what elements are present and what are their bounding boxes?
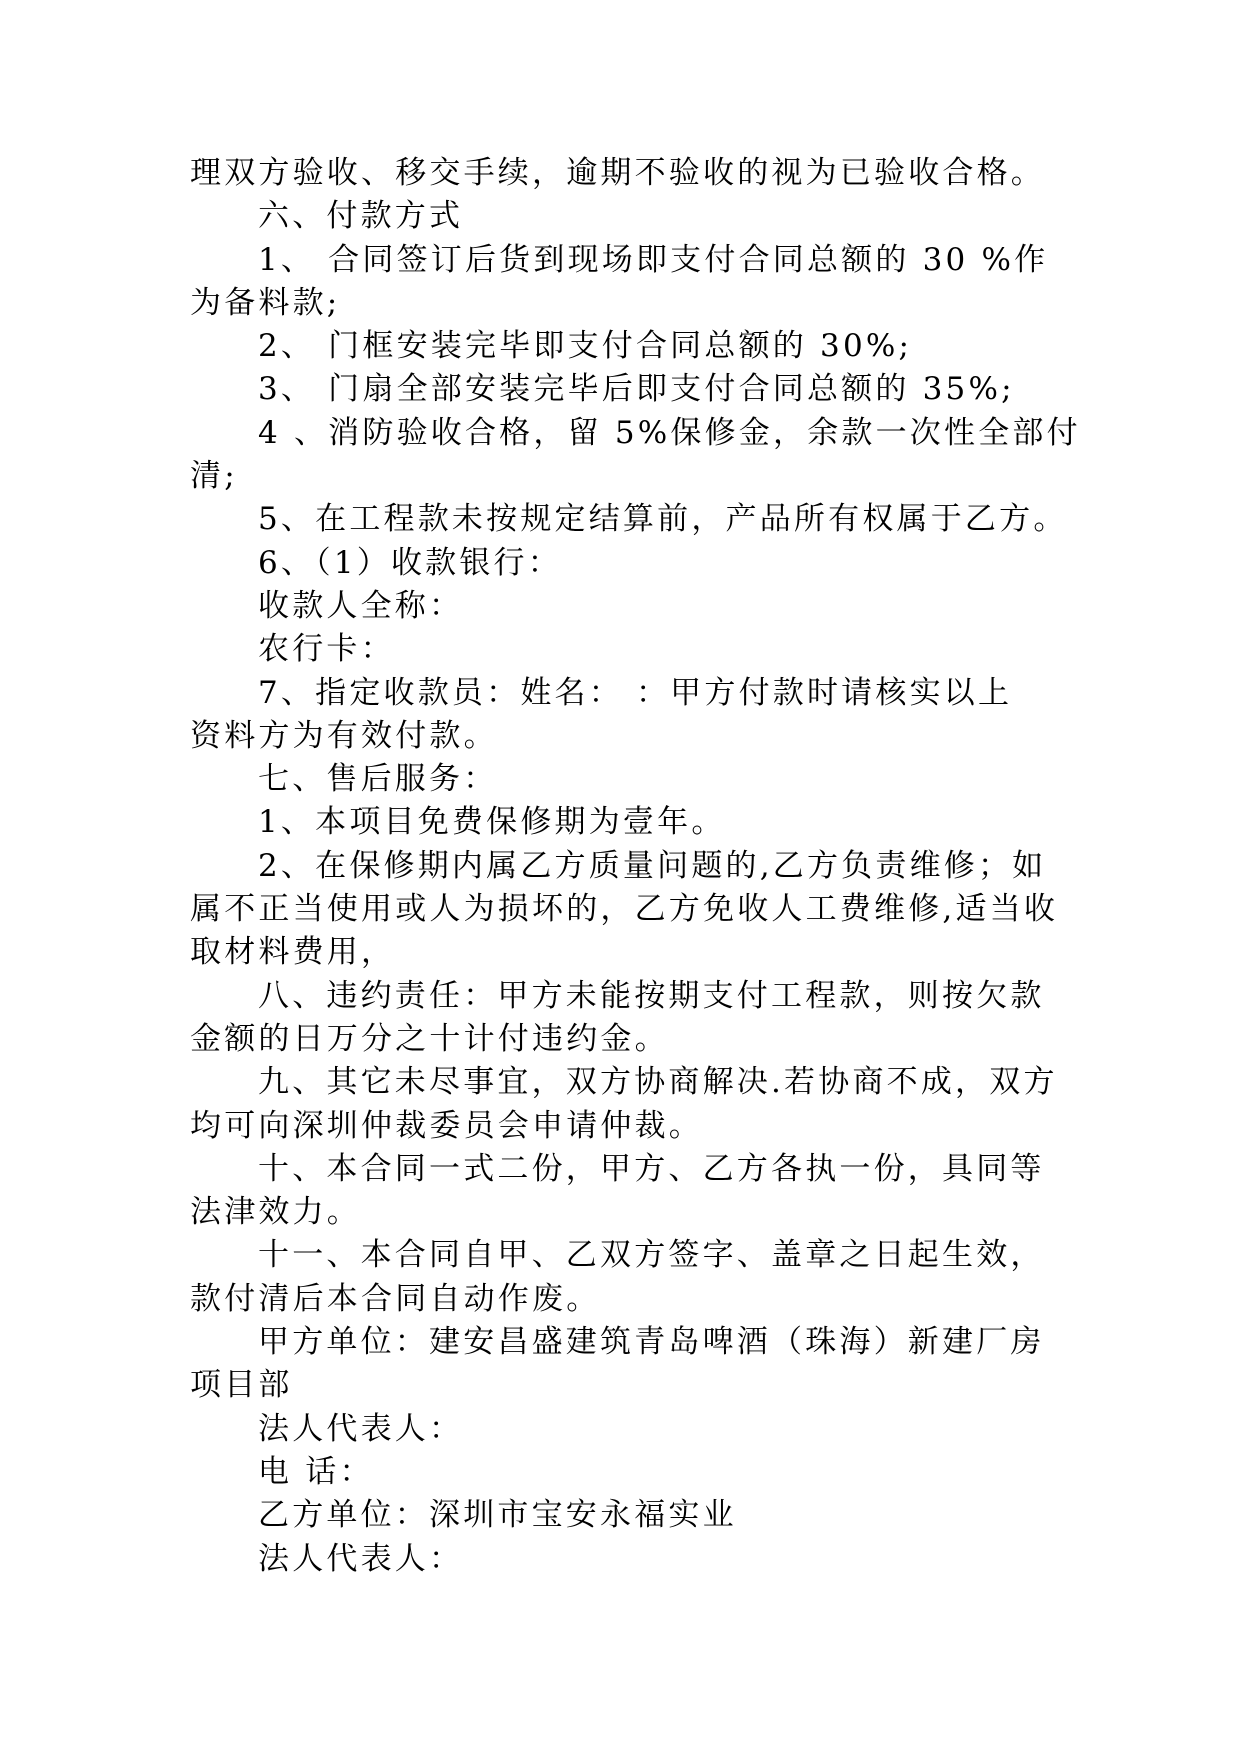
text-line: 法人代表人： [258,1540,464,1577]
text-line: 4 、消防验收合格，留 5%保修金，余款一次性全部付 [258,414,1081,451]
text-line: 乙方单位：深圳市宝安永福实业 [258,1497,737,1534]
text-line: 七、售后服务： [258,761,498,798]
text-line: 十一、本合同自甲、乙双方签字、盖章之日起生效， [258,1237,1045,1274]
text-line: 为备料款; [190,284,341,321]
text-line: 7、指定收款员：姓名： ：甲方付款时请核实以上 [258,674,1013,711]
text-line: 项目部 [190,1367,293,1404]
text-line: 六、付款方式 [258,198,464,235]
text-line: 十、本合同一式二份，甲方、乙方各执一份，具同等 [258,1150,1045,1187]
text-line: 资料方为有效付款。 [190,717,498,754]
text-line: 款付清后本合同自动作废。 [190,1280,601,1317]
text-line: 法津效力。 [190,1194,361,1231]
text-line: 属不正当使用或人为损坏的，乙方免收人工费维修,适当收 [190,891,1059,928]
text-line: 理双方验收、移交手续，逾期不验收的视为已验收合格。 [190,155,1045,191]
text-line: 1、本项目免费保修期为壹年。 [258,804,726,841]
text-line: 1、 合同签订后货到现场即支付合同总额的 30 %作 [258,241,1049,278]
text-line: 法人代表人： [258,1410,464,1447]
text-line: 取材料费用， [190,934,396,971]
text-line: 甲方单位：建安昌盛建筑青岛啤酒（珠海）新建厂房 [258,1324,1045,1361]
text-line: 农行卡： [258,631,395,668]
text-line: 2、在保修期内属乙方质量问题的,乙方负责维修；如 [258,847,1047,884]
text-line: 6、（1）收款银行： [258,544,562,581]
document-body [190,152,1081,1581]
text-line: 收款人全称： [258,587,464,624]
text-line: 2、 门框安装完毕即支付合同总额的 30%; [258,328,913,365]
text-line: 电 话： [258,1453,374,1490]
text-line: 金额的日万分之十计付违约金。 [190,1020,669,1057]
text-line: 均可向深圳仲裁委员会申请仲裁。 [190,1107,703,1144]
text-line: 5、在工程款未按规定结算前，产品所有权属于乙方。 [258,501,1068,538]
text-line: 3、 门扇全部安装完毕后即支付合同总额的 35%; [258,371,1015,408]
text-line: 九、其它未尽事宜，双方协商解决.若协商不成，双方 [258,1064,1058,1101]
text-line: 八、违约责任：甲方未能按期支付工程款，则按欠款 [258,977,1045,1014]
text-line: 清; [190,458,238,495]
